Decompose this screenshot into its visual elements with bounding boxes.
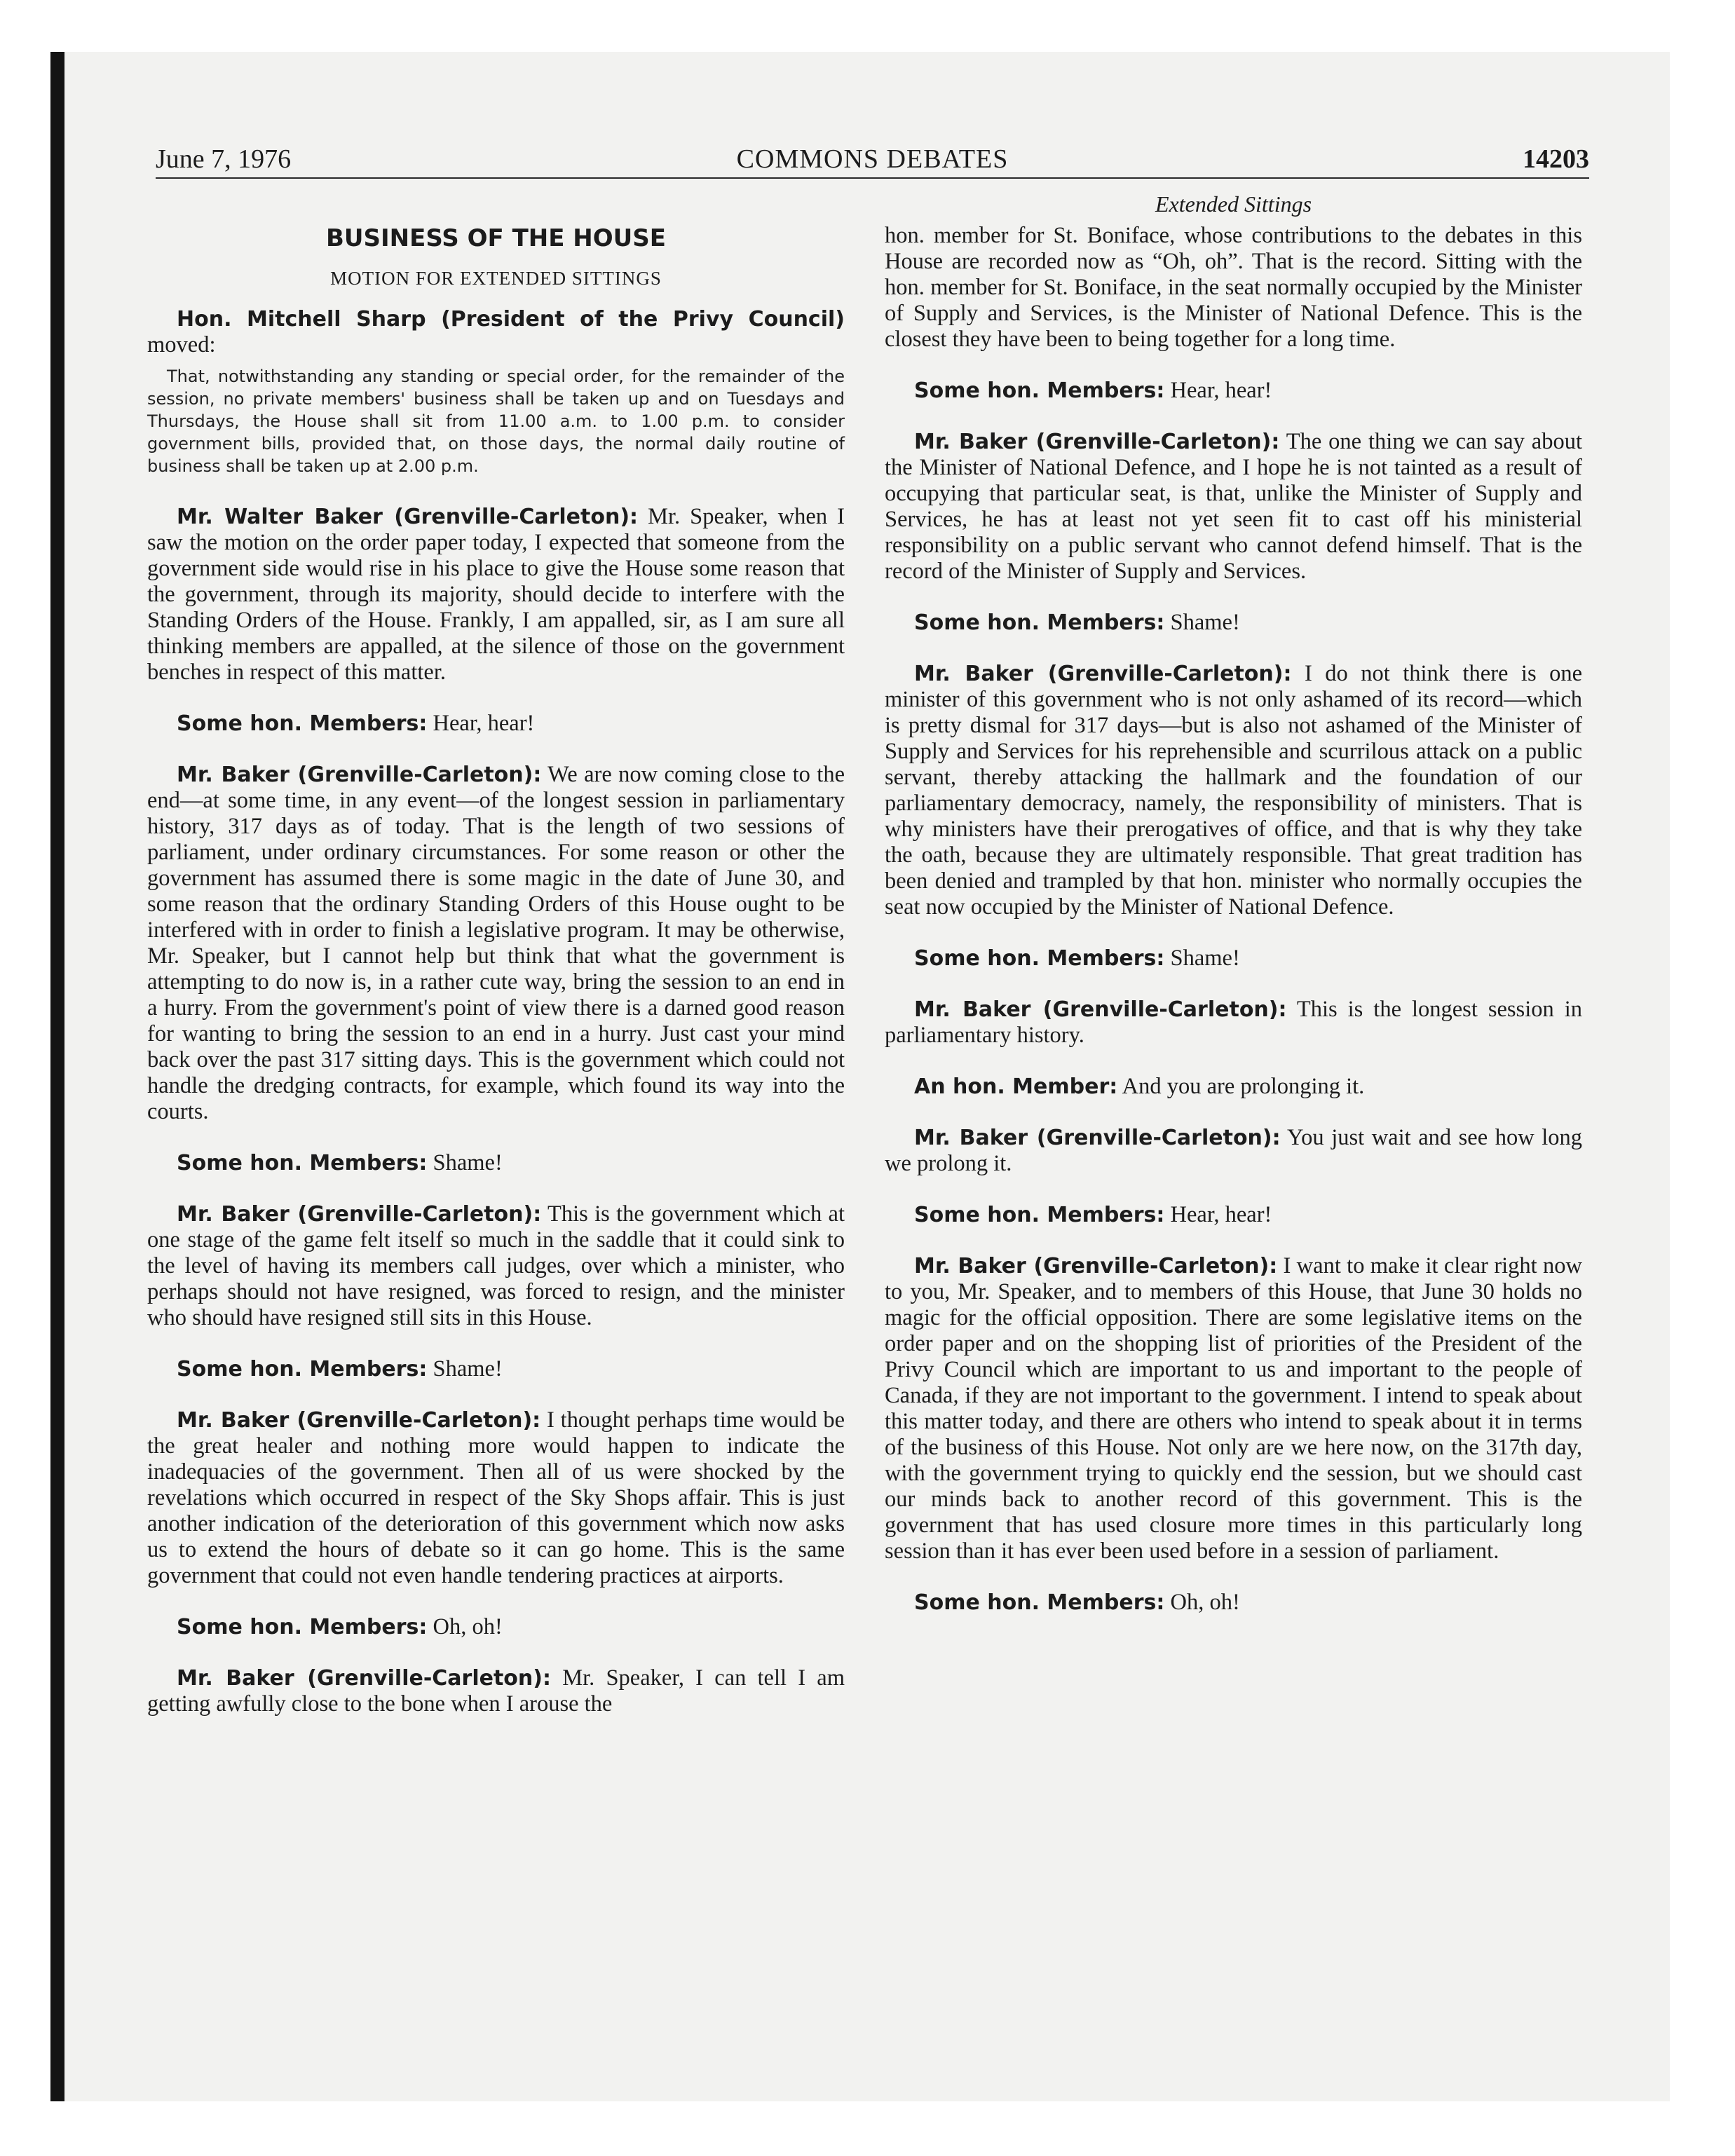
speaker-name: Some hon. Members: <box>177 1357 428 1381</box>
header-title: COMMONS DEBATES <box>736 144 1009 174</box>
speech-text: We are now coming close to the end—at some time, in any event—of the longest session in parliamentary history, 317 days as of today. That is the length of two sessions of parliament, under ordinary circumstances. For some reason or other the government has assumed there is some magic in the date of June 30, and some reason that the ordinary Standing Orders of this House ought to be interfered with in order to finish a legislative program. It may be otherwise, Mr. Speaker, but I cannot help but think that what the government is attempting to do now is, in a rather cute way, bring the session to an end in a hurry. From the government's point of view there is a darned good reason for wanting to bring the session to an end in a hurry. Just cast your mind back over the past 317 sitting days. This is the government which could not handle the dredging contracts, for example, which found its way into the courts. <box>147 762 845 1124</box>
running-head <box>156 144 1589 175</box>
paragraph-motion-intro <box>147 306 845 358</box>
paragraph <box>147 1201 845 1331</box>
left-column <box>147 193 845 1742</box>
paragraph <box>147 1665 845 1717</box>
scan-edge-bar <box>50 52 64 2101</box>
paragraph <box>147 1614 845 1640</box>
motion-text: That, notwithstanding any standing or special order, for the remainder of the session, no private members' business shall be taken up and on Tuesdays and Thursdays, the House shall sit from 11.00 a.m. to 1.00 p.m. to consider government bills, provided that, on those days, the normal daily routine of business shall be taken up at 2.00 p.m. <box>147 367 845 476</box>
paragraph <box>147 1150 845 1176</box>
speaker-name: Mr. Baker (Grenville-Carleton): <box>914 997 1287 1022</box>
right-column <box>885 193 1582 1641</box>
speaker-name: Mr. Baker (Grenville-Carleton): <box>914 662 1292 686</box>
speaker-name: Some hon. Members: <box>914 946 1165 971</box>
speaker-name: Mr. Walter Baker (Grenville-Carleton): <box>177 505 639 529</box>
paragraph <box>885 997 1582 1049</box>
speaker-name: Mr. Baker (Grenville-Carleton): <box>914 1254 1278 1278</box>
speech-text: This is the longest session in parliamentary history. <box>885 997 1582 1048</box>
speaker-name: Mr. Baker (Grenville-Carleton): <box>177 1408 541 1433</box>
speaker-name: Mr. Baker (Grenville-Carleton): <box>177 1666 551 1691</box>
speech-text: Shame! <box>427 1356 503 1381</box>
speech-text: moved: <box>147 332 216 357</box>
speech-text: Hear, hear! <box>1164 378 1272 403</box>
speaker-name: Some hon. Members: <box>914 610 1165 635</box>
speech-text: Mr. Speaker, I can tell I am getting awfully close to the bone when I arouse the <box>147 1665 845 1717</box>
speaker-name: Mr. Baker (Grenville-Carleton): <box>914 1126 1281 1150</box>
paragraph <box>147 711 845 737</box>
speech-text: This is the government which at one stage of the game felt itself so much in the saddle that it could sink to the level of having its members call judges, over which a minister, who perhaps should not have resigned, was forced to resign, and the minister who should have resigned still sits in this House. <box>147 1201 845 1330</box>
speech-text: Mr. Speaker, when I saw the motion on the order paper today, I expected that someone from the government side would rise in his place to give the House some reason that the government, through its majority, should decide to interfere with the Standing Orders of the House. Frankly, I am appalled, sir, as I am sure all thinking members are appalled, at the silence of those on the government benches in respect of this matter. <box>147 504 845 685</box>
speech-text: I want to make it clear right now to you, Mr. Speaker, and to members of this House, that June 30 holds no magic for the official opposition. There are some legislative items on the order paper and on the shopping list of priorities of the President of the Privy Council which are important to us and important to the people of Canada, if they are not important to the government. I intend to speak about this matter today, and there are others who intend to speak about it in terms of the business of this House. Not only are we here now, on the 317th day, with the government trying to quickly end the session, but we should cast our minds back to another record of this government. This is the government that has used closure more times in this particularly long session than it has ever been used before in a session of parliament. <box>885 1253 1582 1564</box>
paragraph <box>147 1407 845 1589</box>
speech-text: Shame! <box>1164 610 1240 635</box>
section-subtitle: MOTION FOR EXTENDED SITTINGS <box>330 268 662 289</box>
speaker-name: Some hon. Members: <box>914 378 1165 403</box>
header-rule <box>156 177 1589 179</box>
paragraph <box>885 1202 1582 1228</box>
running-subtitle: Extended Sittings <box>1155 191 1312 217</box>
speaker-name: Mr. Baker (Grenville-Carleton): <box>177 1202 542 1227</box>
speaker-name: Hon. Mitchell Sharp (President of the Privy Council) <box>177 307 845 332</box>
speech-text: Hear, hear! <box>1164 1202 1272 1227</box>
paragraph <box>885 946 1582 971</box>
paragraph <box>885 429 1582 585</box>
section-title: BUSINESS OF THE HOUSE <box>326 224 666 252</box>
paragraph-continued: hon. member for St. Boniface, whose contributions to the debates in this House are recorded now as “Oh, oh”. That is the record. Sitting with the hon. member for St. Boniface, in the seat normally occupied by the Minister of Supply and Services, is the Minister of National Defence. This is the closest they have been to being together for a long time. <box>885 223 1582 352</box>
paragraph <box>885 378 1582 404</box>
speaker-name: Some hon. Members: <box>914 1590 1165 1615</box>
speaker-name: An hon. Member: <box>914 1074 1118 1099</box>
speech-text: Oh, oh! <box>427 1614 503 1639</box>
speech-text: Hear, hear! <box>427 711 535 736</box>
paragraph <box>147 1356 845 1382</box>
speaker-name: Some hon. Members: <box>177 1615 428 1639</box>
speaker-name: Some hon. Members: <box>914 1203 1165 1227</box>
paragraph <box>885 1074 1582 1100</box>
paragraph <box>885 610 1582 636</box>
speaker-name: Some hon. Members: <box>177 1151 428 1175</box>
speech-text: And you are prolonging it. <box>1117 1074 1365 1099</box>
paragraph <box>885 661 1582 920</box>
speech-text: Shame! <box>1164 946 1240 971</box>
speaker-name: Mr. Baker (Grenville-Carleton): <box>914 430 1280 454</box>
speech-text: I do not think there is one minister of this government who is not only ashamed of its record—which is pretty dismal for 317 days—but is also not ashamed of the Minister of Supply and Services for his reprehensible and scurrilous attack on a public servant, thereby attacking the hallmark and the foundation of our parliamentary democracy, namely, the responsibility of ministers. That is why ministers have their prerogatives of office, and that is why they take the oath, because they are ultimately responsible. That great tradition has been denied and trampled by that hon. minister who normally occupies the seat now occupied by the Minister of National Defence. <box>885 661 1582 920</box>
speech-text: I thought perhaps time would be the great healer and nothing more would happen to indicate the inadequacies of the government. Then all of us were shocked by the revelations which occurred in respect of the Sky Shops affair. This is just another indication of the deterioration of this government which now asks us to extend the hours of debate so it can go home. This is the same government that could not even handle tendering practices at airports. <box>147 1407 845 1588</box>
paragraph <box>147 762 845 1125</box>
speech-text: Shame! <box>427 1150 503 1175</box>
speaker-name: Mr. Baker (Grenville-Carleton): <box>177 763 542 787</box>
speech-text: The one thing we can say about the Minister of National Defence, and I hope he is not tainted as a result of occupying that particular seat, is that, unlike the Minister of Supply and Services, he has at least not yet seen fit to cast off his ministerial responsibility on a public servant who cannot defend himself. That is the record of the Minister of Supply and Services. <box>885 429 1583 584</box>
speech-text: Oh, oh! <box>1164 1590 1240 1615</box>
paragraph <box>147 504 845 685</box>
paragraph <box>885 1253 1582 1564</box>
speech-text: You just wait and see how long we prolong it. <box>885 1125 1582 1176</box>
speaker-name: Some hon. Members: <box>177 711 428 736</box>
header-date: June 7, 1976 <box>156 144 292 174</box>
header-page-number: 14203 <box>1523 144 1589 174</box>
paragraph <box>885 1590 1582 1616</box>
paragraph <box>885 1125 1582 1177</box>
